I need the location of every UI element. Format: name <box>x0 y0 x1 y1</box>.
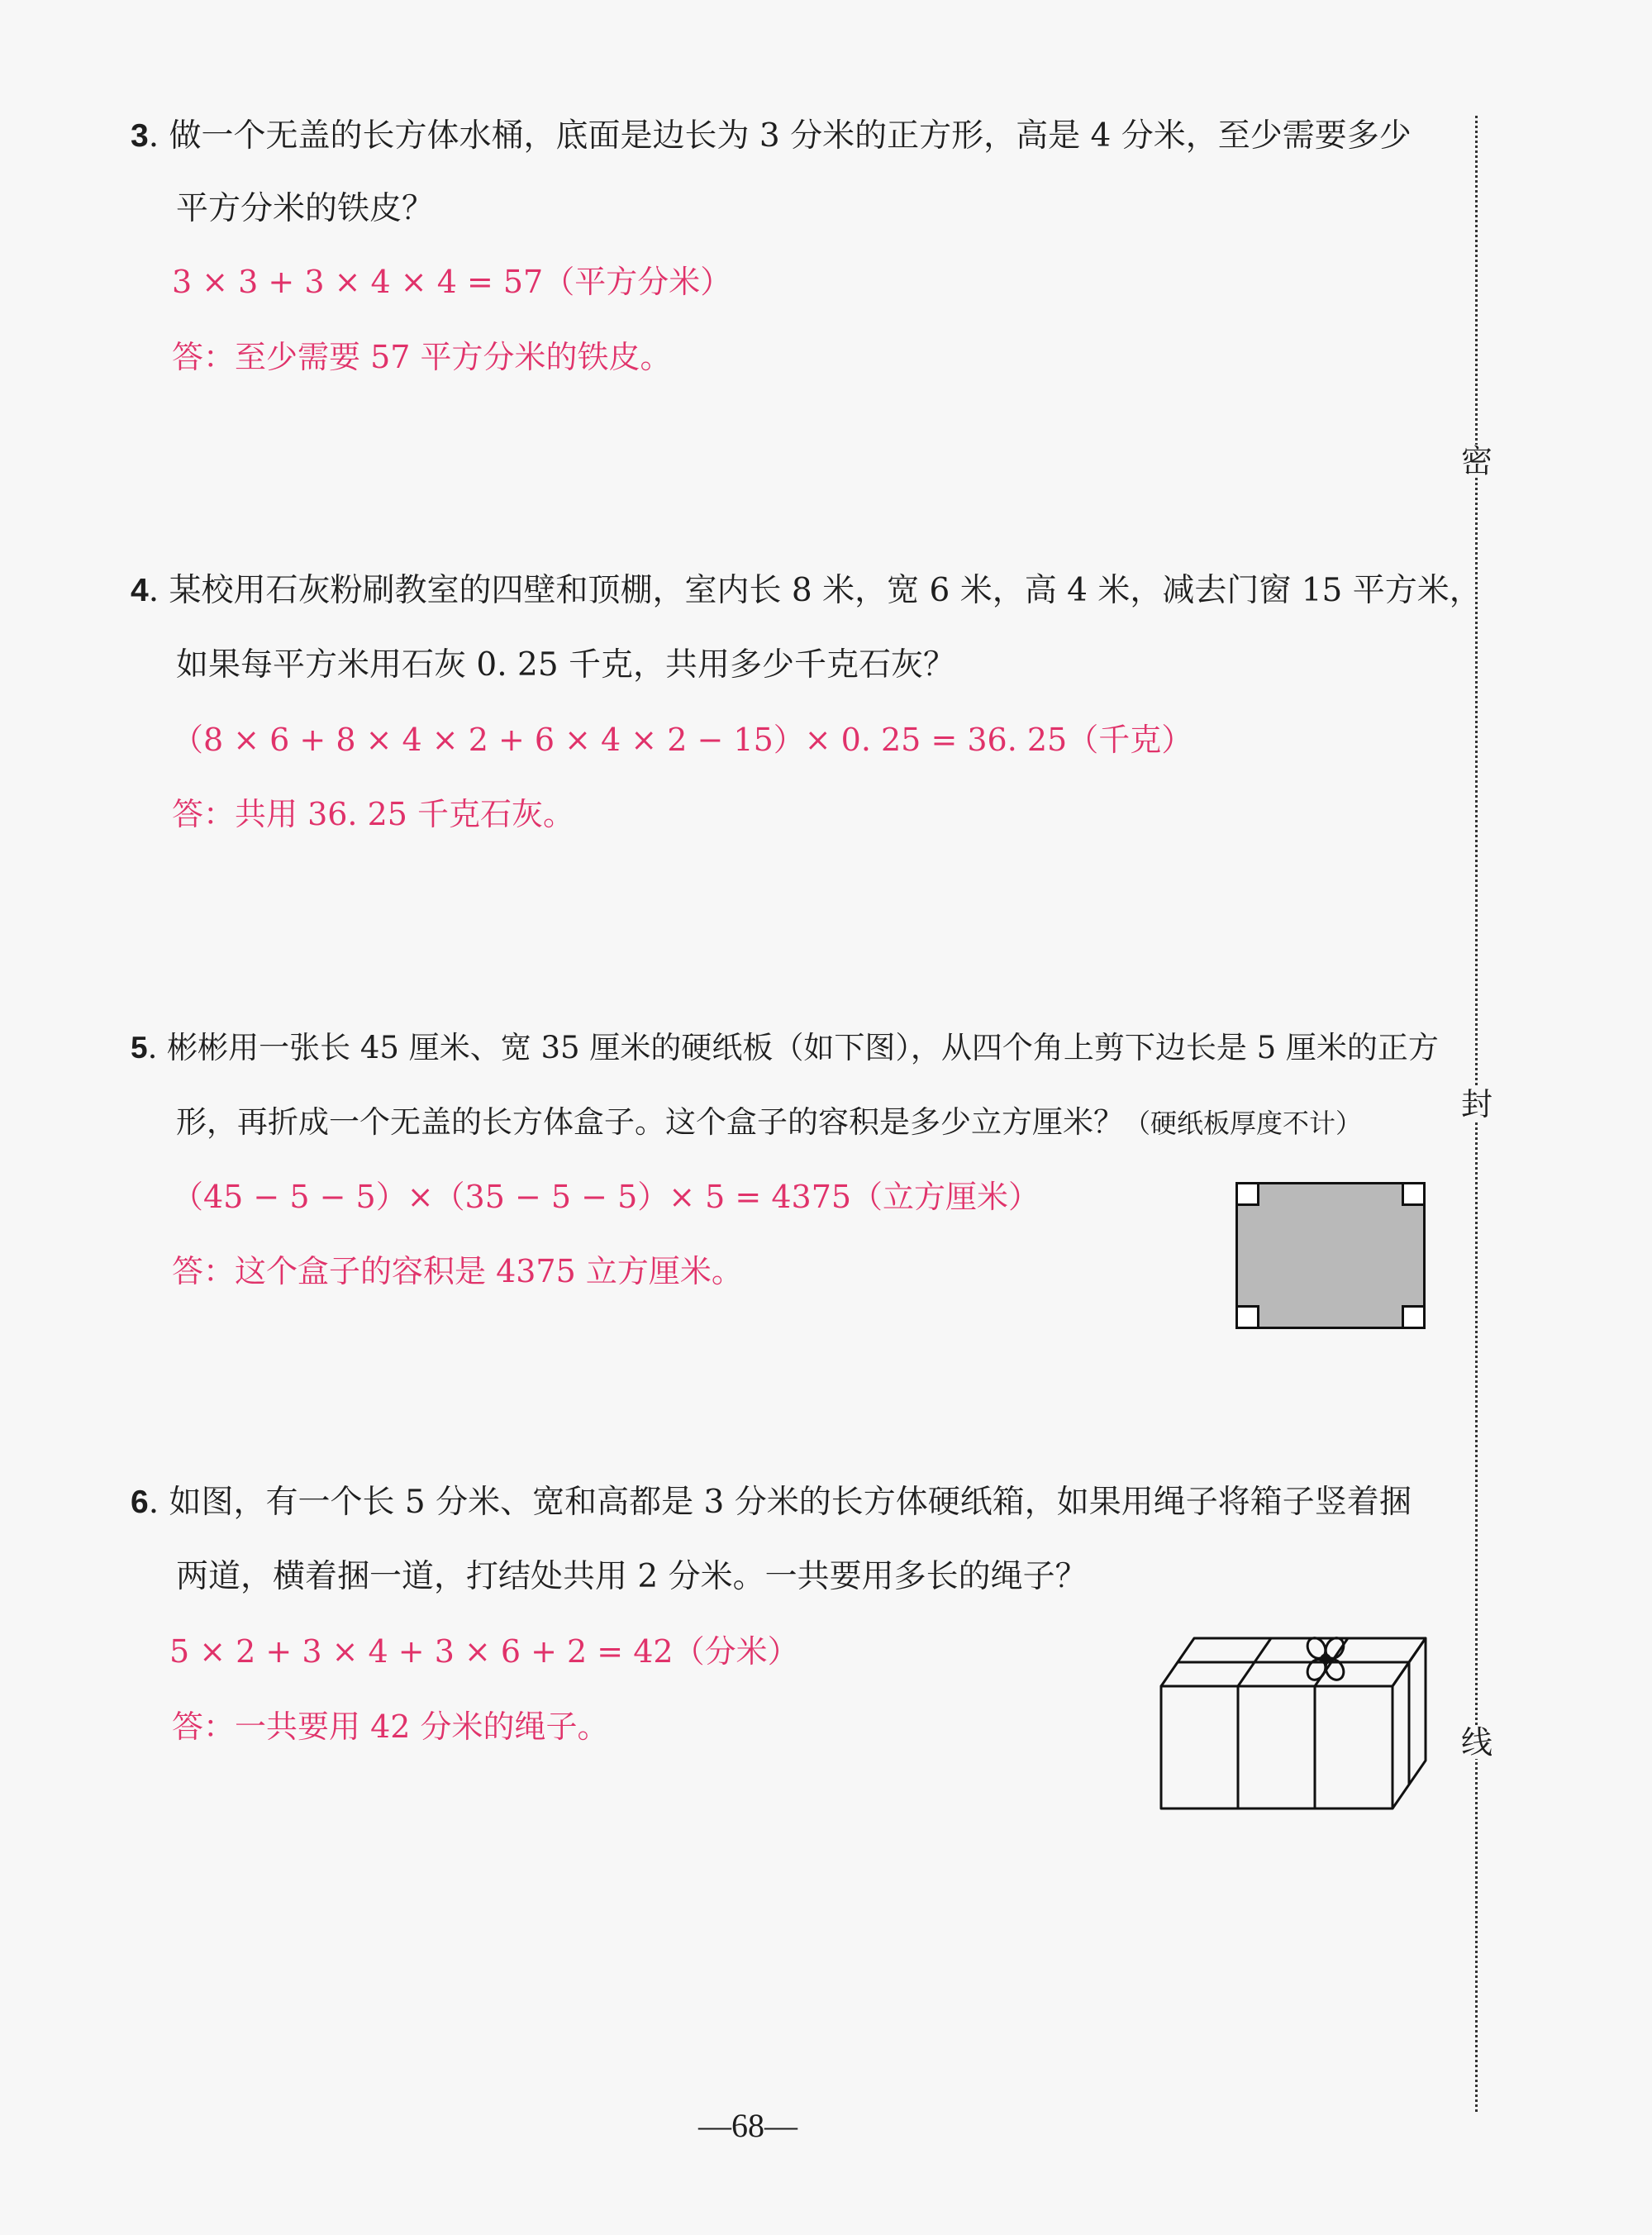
q4-line2: 如果每平方米用石灰 0. 25 千克，共用多少千克石灰？ <box>176 646 956 684</box>
q6-line2: 两道，横着捆一道，打结处共用 2 分米。一共要用多长的绳子？ <box>176 1558 1088 1595</box>
q4-line1: 4. 某校用石灰粉刷教室的四壁和顶棚，室内长 8 米，宽 6 米，高 4 米，减去门窗 15 平方米， <box>131 572 1482 609</box>
bow-knot-icon <box>1304 1635 1347 1684</box>
q5-answer: 答：这个盒子的容积是 4375 立方厘米。 <box>172 1253 743 1289</box>
q5-note: （硬纸板厚度不计） <box>1124 1108 1363 1139</box>
cardboard-figure <box>1235 1182 1426 1329</box>
q5-line1: 5. 彬彬用一张长 45 厘米、宽 35 厘米的硬纸板（如下图），从四个角上剪下边长是 5 厘米的正方 <box>131 1030 1439 1065</box>
q4-number: 4 <box>131 573 149 608</box>
q3-number: 3 <box>131 118 149 154</box>
seal-char-mi: 密 <box>1461 443 1493 479</box>
tied-box-figure <box>1159 1630 1428 1812</box>
q3-line2: 平方分米的铁皮？ <box>176 190 435 227</box>
box-front-face <box>1161 1686 1393 1808</box>
q3-answer: 答：至少需要 57 平方分米的铁皮。 <box>172 339 672 375</box>
q3-formula: 3 × 3 + 3 × 4 × 4 = 57（平方分米） <box>172 264 732 300</box>
seal-char-feng: 封 <box>1461 1086 1493 1122</box>
corner-square-top-right <box>1403 1184 1425 1205</box>
page-number: —68— <box>698 2107 797 2144</box>
corner-square-bottom-left <box>1237 1307 1259 1328</box>
corner-square-bottom-right <box>1403 1307 1425 1328</box>
q4-formula: （8 × 6 + 8 × 4 × 2 + 6 × 4 × 2 − 15）× 0. 25 = 36. 25（千克） <box>172 722 1193 758</box>
q5-line2: 形，再折成一个无盖的长方体盒子。这个盒子的容积是多少立方厘米？（硬纸板厚度不计） <box>176 1104 1363 1140</box>
q5-formula: （45 − 5 − 5）×（35 − 5 − 5）× 5 = 4375（立方厘米） <box>172 1179 1040 1215</box>
q6-number: 6 <box>131 1484 149 1520</box>
q6-line1: 6. 如图，有一个长 5 分米、宽和高都是 3 分米的长方体硬纸箱，如果用绳子将箱子竖着捆 <box>131 1484 1412 1521</box>
cardboard-sheet <box>1237 1184 1425 1328</box>
q6-formula: 5 × 2 + 3 × 4 + 3 × 6 + 2 = 42（分米） <box>169 1633 799 1670</box>
corner-square-top-left <box>1237 1184 1259 1205</box>
q5-number: 5 <box>131 1031 148 1065</box>
q4-answer: 答：共用 36. 25 千克石灰。 <box>172 796 575 832</box>
seal-char-xian: 线 <box>1461 1724 1493 1761</box>
q3-line1: 3. 做一个无盖的长方体水桶，底面是边长为 3 分米的正方形，高是 4 分米，至少需要多少 <box>131 117 1412 155</box>
q6-answer: 答：一共要用 42 分米的绳子。 <box>172 1708 609 1745</box>
